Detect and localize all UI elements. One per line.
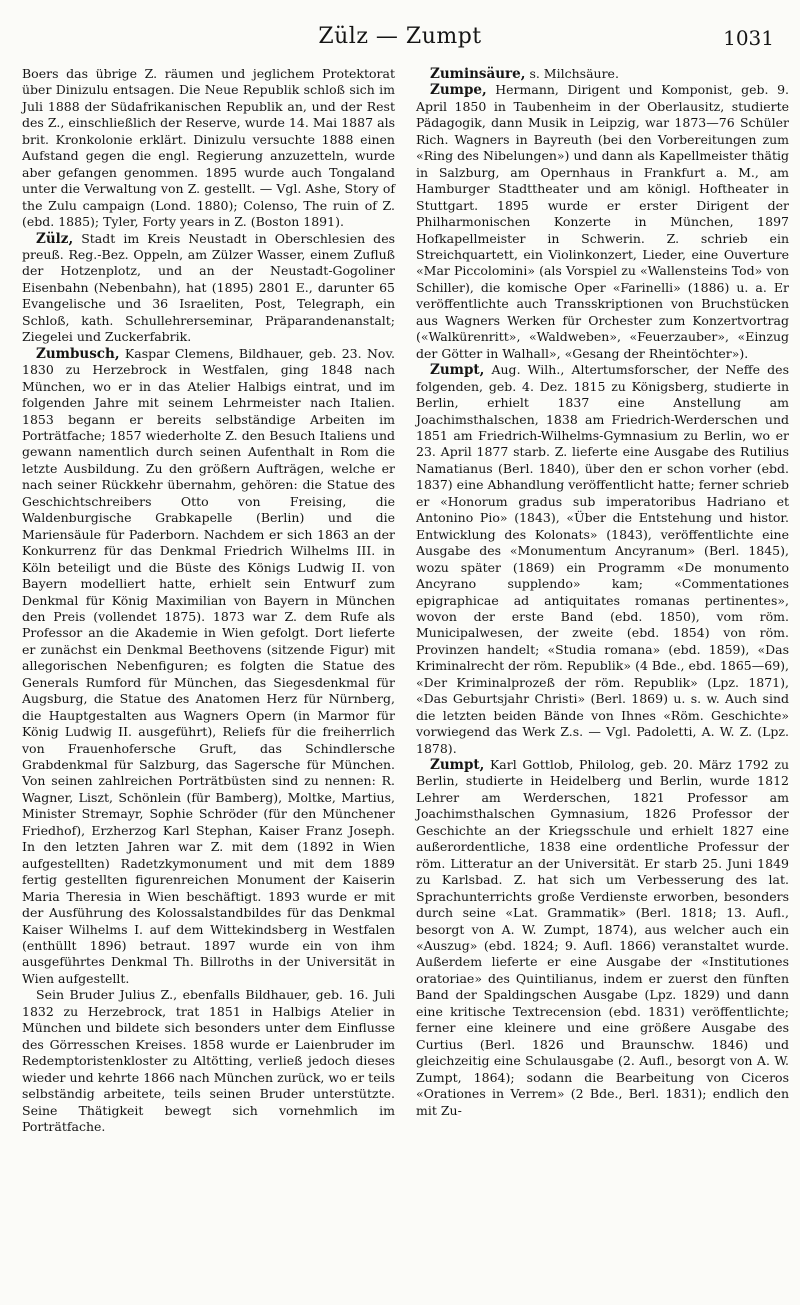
page-header xyxy=(22,24,778,56)
entry-text: Boers das übrige Z. räumen und jeglichem Protektorat über Dinizulu entsagen. Die Neue Republik schloß sich im Juli 1888 der Südafrikanischen Republik an, und der Rest des Z., einschließlich der Reserve, wurde 14. Mai 1887 als brit. Kronkolonie erklärt. Dinizulu versuchte 1888 einen Aufstand gegen die engl. Regierung anzuzetteln, wurde aber gefangen genommen. 1895 wurde auch Tongaland unter die Verwaltung von Z. gestellt. — Vgl. Ashe, Story of the Zulu campaign (Lond. 1880); Colenso, The ruin of Z. (ebd. 1885); Tyler, Forty years in Z. (Boston 1891). xyxy=(22,66,395,230)
entry-text: Sein Bruder Julius Z., ebenfalls Bildhauer, geb. 16. Juli 1832 zu Herzebrock, trat 1851 in Halbigs Atelier in München und bildete sich besonders unter dem Einflusse des Görresschen Kreises. 1858 wurde er Laienbruder im Redemptoristenkloster zu Altötting, verließ jedoch dieses wieder und kehrte 1866 nach München zurück, wo er teils selbständig arbeitete, teils seinen Bruder unterstützte. Seine Thätigkeit bewegt sich vornehmlich im Porträtfache. xyxy=(22,987,395,1134)
headword-zuminsaeure: Zuminsäure, xyxy=(430,66,526,82)
entry-text: Hermann, Dirigent und Komponist, geb. 9. April 1850 in Taubenheim in der Oberlausitz, studierte Pädagogik, dann Musik in Leipzig, war 1873—76 Schüler Rich. Wagners in Bayreuth (bei den Vorbereitungen zum «Ring des Nibelungen») und dann als Kapellmeister thätig in Salzburg, am Opernhaus in Frankfurt a. M., am Hamburger Stadttheater und am königl. Hoftheater in Stuttgart. 1895 wurde er erster Dirigent der Philharmonischen Konzerte in München, 1897 Hofkapellmeister in Schwerin. Z. schrieb ein Streichquartett, ein Violinkonzert, Lieder, eine Ouverture «Mar Piccolomini» (als Vorspiel zu «Wallensteins Tod» von Schiller), die komische Oper «Farinelli» (1886) u. a. Er veröffentlichte auch Transskriptionen von Bruchstücken aus Wagners Werken für Orchester zum Konzertvortrag («Walkürenritt», «Waldweben», «Feuerzauber», «Einzug der Götter in Walhall», «Gesang der Rheintöchter»). xyxy=(416,82,789,361)
headword-zuelz: Zülz, xyxy=(36,230,74,247)
entry-zumpe xyxy=(416,82,789,362)
entry-text: s. Milchsäure. xyxy=(525,66,619,81)
entry-zulu-continuation xyxy=(22,66,395,231)
entry-zuminsaeure xyxy=(416,66,789,82)
headword-zumpt-karl: Zumpt, xyxy=(430,757,485,774)
entry-zumbusch xyxy=(22,346,395,988)
headword-zumpe: Zumpe, xyxy=(430,82,487,99)
entry-text: Aug. Wilh., Altertumsforscher, der Neffe des folgenden, geb. 4. Dez. 1815 zu Königsberg, studierte in Berlin, erhielt 1837 eine Anstellung am Joachimsthalschen, 1838 am Friedrich-Werderschen und 1851 am Friedrich-Wilhelms-Gymnasium zu Berlin, wo er 23. April 1877 starb. Z. lieferte eine Ausgabe des Rutilius Namatianus (Berl. 1840), über den er schon vorher (ebd. 1837) eine Abhandlung veröffentlicht hatte; ferner schrieb er «Honorum gradus sub imperatoribus Hadriano et Antonino Pio» (1843), «Über die Entstehung und histor. Entwicklung des Kolonats» (1843), veröffentlichte eine Ausgabe des «Monumentum Ancyranum» (Berl. 1845), wozu später (1869) ein Programm «De monumento Ancyrano supplendo» kam; «Commentationes epigraphicae ad antiquitates romanas pertinentes», wovon der erste Band (ebd. 1850), vom röm. Municipalwesen, der zweite (ebd. 1854) von röm. Provinzen handelt; «Studia romana» (ebd. 1859), «Das Kriminalrecht der röm. Republik» (4 Bde., ebd. 1865—69), «Der Kriminalprozeß der röm. Republik» (Lpz. 1871), «Das Geburtsjahr Christi» (Berl. 1869) u. s. w. Auch sind die letzten beiden Bände von Ihnes «Röm. Geschichte» vorwiegend das Werk Z.s. — Vgl. Padoletti, A. W. Z. (Lpz. 1878). xyxy=(416,362,789,756)
entry-text: Kaspar Clemens, Bildhauer, geb. 23. Nov. 1830 zu Herzebrock in Westfalen, ging 1848 nach München, wo er in das Atelier Halbigs eintrat, und im folgenden Jahre mit seinem Lehrmeister nach Italien. 1853 begann er bereits selbständige Arbeiten im Porträtfache; 1857 wiederholte Z. den Besuch Italiens und gewann namentlich durch seinen Aufenthalt in Rom die letzte Ausbildung. Zu den größern Aufträgen, welche er nach seiner Rückkehr übernahm, gehören: die Statue des Geschichtschreibers Otto von Freising, die Waldenburgische Grabkapelle (Berlin) und die Mariensäule für Paderborn. Nachdem er sich 1863 an der Konkurrenz für das Denkmal Friedrich Wilhelms III. in Köln beteiligt und die Büste des Königs Ludwig II. von Bayern modelliert hatte, erhielt sein Entwurf zum Denkmal für König Maximilian von Bayern in München den Preis (vollendet 1875). 1873 war Z. dem Rufe als Professor an die Akademie in Wien gefolgt. Dort lieferte er zunächst ein Denkmal Beethovens (sitzende Figur) mit allegorischen Nebenfiguren; es folgten die Statue des Generals Rumford für München, das Siegesdenkmal für Augsburg, die Statue des Anatomen Herz für Nürnberg, die Hauptgestalten aus Wagners Opern (in Marmor für König Ludwig II. ausgeführt), Reliefs für die freiherrlich von Frauenhofersche Gruft, das Schindlersche Grabdenkmal für Salzburg, das Sagersche für München. Von seinen zahlreichen Porträtbüsten sind zu nennen: R. Wagner, Liszt, Schönlein (für Bamberg), Moltke, Martius, Minister Stremayr, Sophie Schröder (für den Münchener Friedhof), Erzherzog Karl Stephan, Kaiser Franz Joseph. In den letzten Jahren war Z. mit dem (1892 in Wien aufgestellten) Radetzkymonument und mit dem 1889 fertig gestellten figurenreichen Monument der Kaiserin Maria Theresia in Wien beschäftigt. 1893 wurde er mit der Ausführung des Kolossalstandbildes für das Denkmal Kaiser Wilhelms I. auf dem Wittekindsberg in Westfalen (enthüllt 1896) betraut. 1897 wurde ein von ihm ausgeführtes Denkmal Th. Billroths in der Universität in Wien aufgestellt. xyxy=(22,345,395,986)
headword-zumbusch: Zumbusch, xyxy=(36,345,120,362)
running-title: Zülz — Zumpt xyxy=(318,24,482,49)
right-column xyxy=(416,66,789,1119)
entry-zumpt-karl xyxy=(416,757,789,1119)
page-number: 1031 xyxy=(723,26,774,50)
entry-text: Stadt im Kreis Neustadt in Oberschlesien des preuß. Reg.-Bez. Oppeln, am Zülzer Wasser, einem Zufluß der Hotzenplotz, und an der Neustadt-Gogoliner Eisenbahn (Nebenbahn), hat (1895) 2801 E., darunter 65 Evangelische und 36 Israeliten, Post, Telegraph, ein Schloß, kath. Schullehrerseminar, Präparandenanstalt; Ziegelei und Zuckerfabrik. xyxy=(22,230,395,345)
entry-zuelz xyxy=(22,231,395,346)
left-column xyxy=(22,66,395,1135)
entry-zumpt-aug xyxy=(416,362,789,757)
headword-zumpt-aug: Zumpt, xyxy=(430,362,485,379)
entry-text: Karl Gottlob, Philolog, geb. 20. März 1792 zu Berlin, studierte in Heidelberg und Berlin, wurde 1812 Lehrer am Werderschen, 1821 Professor am Joachimsthalschen Gymnasium, 1826 Professor der Geschichte an der Kriegsschule und erhielt 1827 eine außerordentliche, 1838 eine ordentliche Professur der röm. Litteratur an der Universität. Er starb 25. Juni 1849 zu Karlsbad. Z. hat sich um Verbesserung des lat. Sprachunterrichts große Verdienste erworben, besonders durch seine «Lat. Grammatik» (Berl. 1818; 13. Aufl., besorgt von A. W. Zumpt, 1874), aus welcher auch ein «Auszug» (ebd. 1824; 9. Aufl. 1866) veranstaltet wurde. Außerdem lieferte er eine Ausgabe der «Institutiones oratoriae» des Quintilianus, indem er zuerst den fünften Band der Spaldingschen Ausgabe (Lpz. 1829) und dann eine kritische Textrecension (ebd. 1831) veröffentlichte; ferner eine kleinere und eine größere Ausgabe des Curtius (Berl. 1826 und Braunschw. 1846) und gleichzeitig eine Schulausgabe (2. Aufl., besorgt von A. W. Zumpt, 1864); sodann die Bearbeitung von Ciceros «Orationes in Verrem» (2 Bde., Berl. 1831); endlich den mit Zu- xyxy=(416,757,789,1118)
entry-julius-zumbusch xyxy=(22,987,395,1135)
